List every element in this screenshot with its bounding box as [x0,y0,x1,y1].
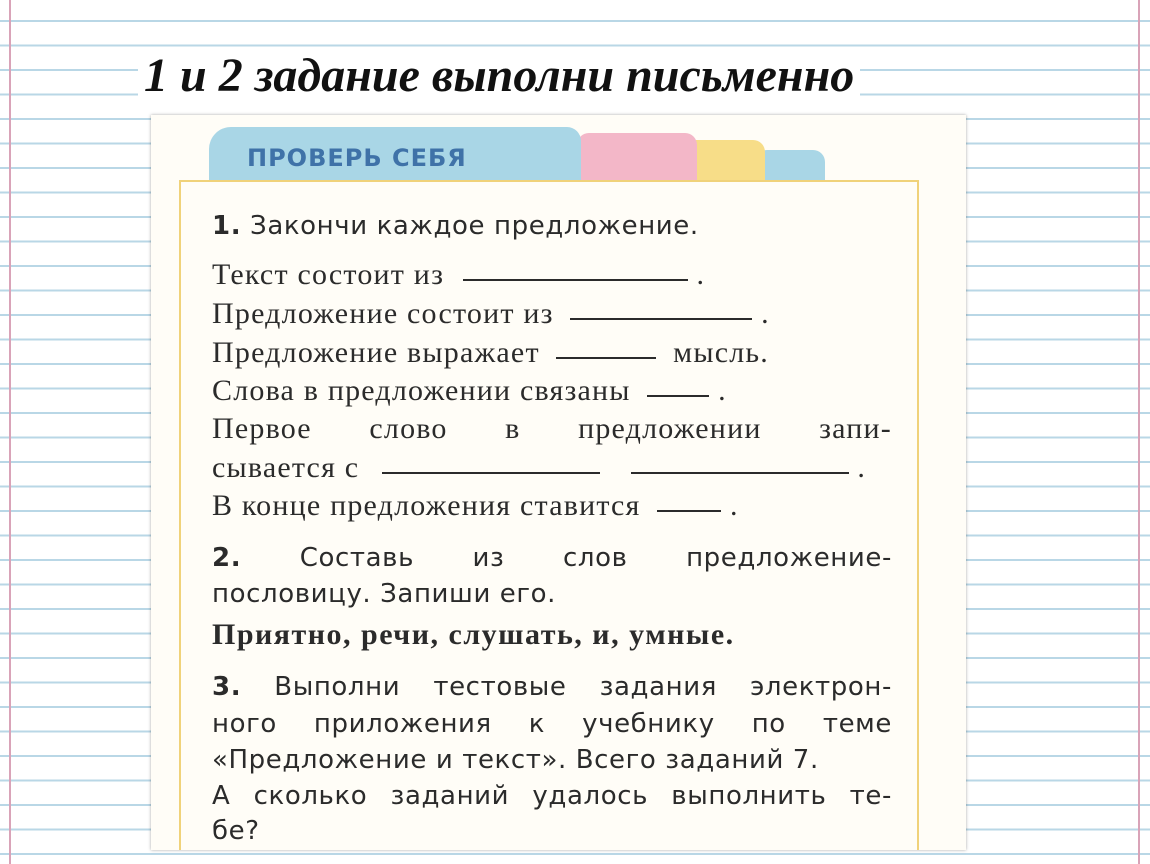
task1-line-2 [212,297,892,331]
task1-line-text: Текст состоит из [212,258,445,291]
slide-title: 1 и 2 задание выполни письменно [138,48,860,103]
answer-blank [657,510,721,512]
task1-line-5: Первое слово в предложении запи- [212,412,892,445]
answer-blank [556,357,656,359]
margin-line-left [9,0,11,864]
answer-blank [570,318,752,320]
task2-words: Приятно, речи, слушать, и, умные. [212,618,735,651]
task3-line-text: Выполни тестовые задания электрон- [274,672,892,702]
task1-line-text: Слова в предложении связаны [212,374,631,407]
task1-instruction-text: Закончи каждое предложение. [250,211,699,241]
answer-blank [463,279,688,281]
tab-decoration-pink [577,133,697,183]
task2-instruction-line1 [212,543,892,573]
task3-number: 3. [212,672,242,702]
task1-line-text: сывается с [212,451,360,484]
task1-line-7 [212,489,892,523]
answer-blank [631,472,849,474]
header-tab-title: ПРОВЕРЬ СЕБЯ [247,144,467,172]
task2-instruction-text: Составь из слов предложение- [299,543,892,573]
task1-line-text: Предложение состоит из [212,297,554,330]
answer-blank [382,472,600,474]
task1-line-1 [212,258,892,292]
task1-number: 1. [212,211,242,241]
task1-line-text: В конце предложения ставится [212,489,641,522]
period: . [857,451,867,484]
task3-line1 [212,672,892,702]
task3-line4: А сколько заданий удалось выполнить те- [212,781,892,811]
period: . [761,297,770,330]
margin-line-right [1138,0,1140,864]
textbook-page [151,115,966,850]
task3-line3: «Предложение и текст». Всего заданий 7. [212,745,819,775]
period: . [729,489,739,522]
task1-line-text: Предложение выражает [212,336,540,369]
task3-line2: ного приложения к учебнику по теме [212,709,892,739]
period: . [718,374,727,407]
task1-line-6 [212,451,892,485]
period: . [696,258,706,291]
answer-blank [647,395,709,397]
tab-decoration-lightblue [755,150,825,183]
task1-line-3 [212,336,892,370]
task3-line5: бе? [212,816,260,846]
task2-instruction-line2: пословицу. Запиши его. [212,579,557,609]
task1-line-4 [212,374,892,408]
task2-number: 2. [212,543,242,573]
task1-instruction [212,211,892,241]
task1-line-text: мысль. [673,336,769,369]
